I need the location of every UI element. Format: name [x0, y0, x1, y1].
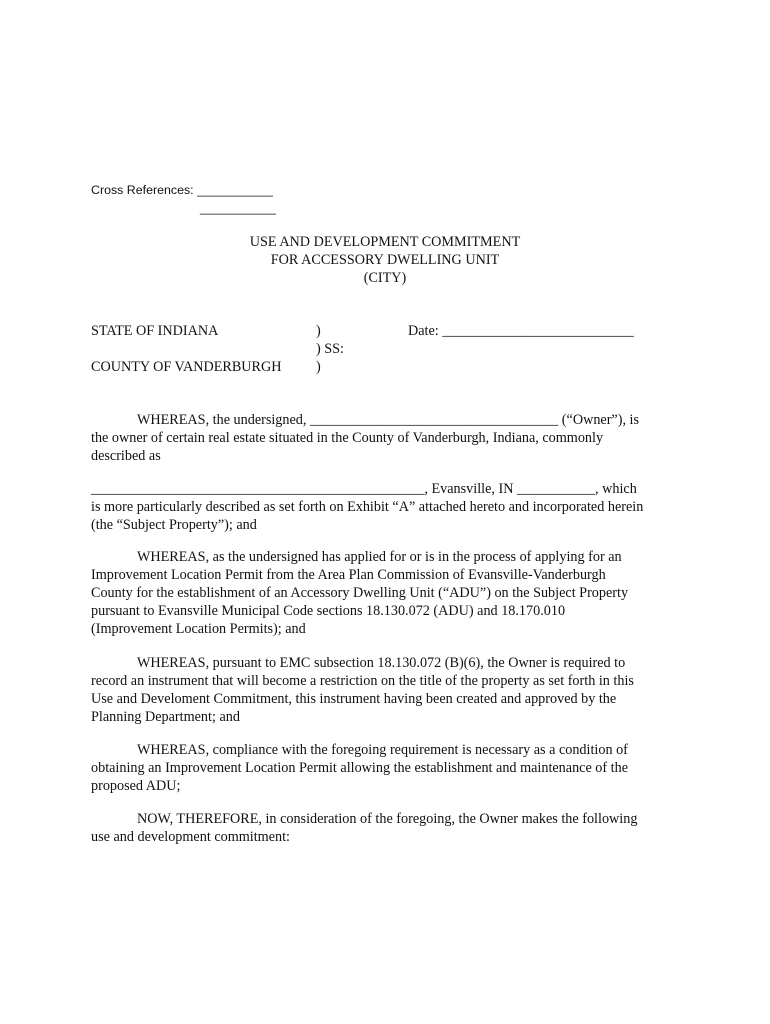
now-therefore-paragraph	[91, 810, 681, 846]
paragraph-line: _______________________________________________, Evansville, IN ___________, which	[91, 481, 637, 497]
state-label: STATE OF INDIANA	[91, 323, 219, 339]
paragraph-line: is more particularly described as set forth on Exhibit “A” attached hereto and incorporated herein	[91, 499, 644, 515]
whereas-emc-paragraph	[91, 654, 681, 726]
paragraph-line: WHEREAS, compliance with the foregoing requirement is necessary as a condition of	[137, 742, 628, 758]
paragraph-line: WHEREAS, as the undersigned has applied for or is in the process of applying for an	[137, 549, 622, 565]
document-title-line-1: USE AND DEVELOPMENT COMMITMENT	[249, 234, 521, 250]
paragraph-line: NOW, THEREFORE, in consideration of the foregoing, the Owner makes the following	[137, 811, 638, 827]
whereas-compliance-paragraph	[91, 741, 681, 795]
cross-references-label: Cross References: ___________	[91, 183, 273, 197]
document-title-line-2: FOR ACCESSORY DWELLING UNIT	[270, 252, 500, 268]
venue-paren-1: )	[316, 323, 321, 339]
paragraph-line: pursuant to Evansville Municipal Code sections 18.130.072 (ADU) and 18.170.010	[91, 603, 566, 619]
paragraph-line: described as	[91, 448, 161, 464]
paragraph-line: County for the establishment of an Accessory Dwelling Unit (“ADU”) on the Subject Property	[91, 585, 629, 601]
paragraph-line: Use and Develoment Commitment, this instrument having been created and approved by the	[91, 691, 617, 707]
document-title-line-3: (CITY)	[363, 270, 407, 286]
paragraph-line: (Improvement Location Permits); and	[91, 621, 306, 637]
date-field: Date: ___________________________	[408, 323, 634, 339]
paragraph-line: obtaining an Improvement Location Permit allowing the establishment and maintenance of the	[91, 760, 629, 776]
paragraph-line: Planning Department; and	[91, 709, 240, 725]
venue-paren-3: )	[316, 359, 321, 375]
cross-references-blank-2: ___________	[200, 201, 276, 215]
property-address-paragraph	[91, 480, 681, 534]
paragraph-line: WHEREAS, pursuant to EMC subsection 18.130.072 (B)(6), the Owner is required to	[137, 655, 626, 671]
venue-ss: ) SS:	[316, 341, 344, 357]
paragraph-line: (the “Subject Property”); and	[91, 517, 257, 533]
whereas-owner-paragraph	[91, 411, 681, 465]
paragraph-line: proposed ADU;	[91, 778, 181, 794]
county-label: COUNTY OF VANDERBURGH	[91, 359, 282, 375]
paragraph-line: Improvement Location Permit from the Area Plan Commission of Evansville-Vanderburgh	[91, 567, 606, 583]
cross-references-blank-1: ___________	[197, 183, 273, 197]
paragraph-line: use and development commitment:	[91, 829, 290, 845]
paragraph-line: WHEREAS, the undersigned, ___________________________________ (“Owner”), is	[137, 412, 640, 428]
whereas-permit-paragraph	[91, 548, 681, 638]
paragraph-line: the owner of certain real estate situated in the County of Vanderburgh, Indiana, commonly	[91, 430, 604, 446]
paragraph-line: record an instrument that will become a restriction on the title of the property as set forth in this	[91, 673, 634, 689]
